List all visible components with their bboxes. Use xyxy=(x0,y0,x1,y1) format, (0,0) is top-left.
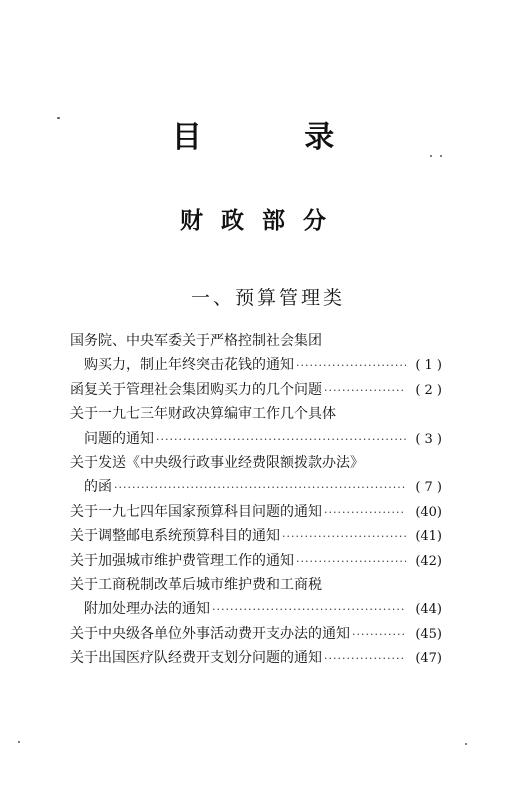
toc-leader-dots xyxy=(114,476,406,500)
print-speck xyxy=(440,155,442,157)
toc-entry xyxy=(70,451,442,475)
table-of-contents xyxy=(70,329,442,670)
print-speck xyxy=(465,743,467,745)
toc-page-number: ( 2 ) xyxy=(415,382,442,398)
toc-leader-dots xyxy=(296,354,406,378)
toc-entry-text: 国务院、中央军委关于严格控制社会集团 xyxy=(70,333,322,349)
toc-entry-text: 问题的通知 xyxy=(84,430,154,447)
toc-entry xyxy=(70,646,442,670)
toc-entry-text: 关于中央级各单位外事活动费开支办法的通知 xyxy=(70,625,350,642)
toc-page-number: (40) xyxy=(415,504,442,520)
toc-entry-text: 关于发送《中央级行政事业经费限额拨款办法》 xyxy=(70,454,364,471)
toc-entry-text: 函复关于管理社会集团购买力的几个问题 xyxy=(70,381,322,398)
toc-page-number: ( 1 ) xyxy=(415,358,442,374)
toc-entry-text: 关于一九七四年国家预算科目问题的通知 xyxy=(70,503,322,520)
toc-page-number: ( 7 ) xyxy=(415,480,442,496)
toc-entry-text: 购买力，制止年终突击花钱的通知 xyxy=(84,357,294,374)
section-heading: 财政部分 xyxy=(180,207,344,234)
toc-leader-dots xyxy=(324,379,406,403)
toc-entry xyxy=(70,475,442,499)
toc-page-number: ( 3 ) xyxy=(415,431,442,447)
toc-leader-dots xyxy=(352,623,406,647)
print-speck xyxy=(430,155,432,157)
toc-page-number: (42) xyxy=(415,553,442,569)
toc-entry xyxy=(70,500,442,524)
toc-entry xyxy=(70,524,442,548)
toc-page-number: (44) xyxy=(415,602,442,618)
page-title: 目 录 xyxy=(171,120,381,155)
toc-leader-dots xyxy=(282,525,406,549)
toc-entry-text: 关于出国医疗队经费开支划分问题的通知 xyxy=(70,650,322,667)
toc-entry xyxy=(70,402,442,426)
toc-entry xyxy=(70,549,442,573)
toc-page-number: (45) xyxy=(415,626,442,642)
toc-entry xyxy=(70,427,442,451)
toc-entry-text: 关于工商税制改革后城市维护费和工商税 xyxy=(70,576,322,593)
toc-page-number: (47) xyxy=(415,651,442,667)
toc-entry xyxy=(70,353,442,377)
toc-entry xyxy=(70,573,442,597)
print-speck xyxy=(18,741,20,743)
toc-entry-text: 关于一九七三年财政决算编审工作几个具体 xyxy=(70,406,336,423)
toc-entry xyxy=(70,378,442,402)
toc-leader-dots xyxy=(156,428,406,452)
print-speck xyxy=(57,117,60,119)
toc-leader-dots xyxy=(324,647,406,671)
toc-page-number: (41) xyxy=(415,529,442,545)
toc-entry-text: 关于加强城市维护费管理工作的通知 xyxy=(70,552,294,569)
toc-entry-text: 附加处理办法的通知 xyxy=(84,601,210,618)
toc-leader-dots xyxy=(296,550,406,574)
toc-entry xyxy=(70,597,442,621)
toc-entry xyxy=(70,622,442,646)
toc-entry-text: 关于调整邮电系统预算科目的通知 xyxy=(70,528,280,545)
toc-entry-text: 的函 xyxy=(84,479,112,496)
toc-leader-dots xyxy=(324,501,406,525)
toc-entry xyxy=(70,329,442,353)
toc-leader-dots xyxy=(212,598,406,622)
subsection-heading: 一、预算管理类 xyxy=(190,287,345,309)
